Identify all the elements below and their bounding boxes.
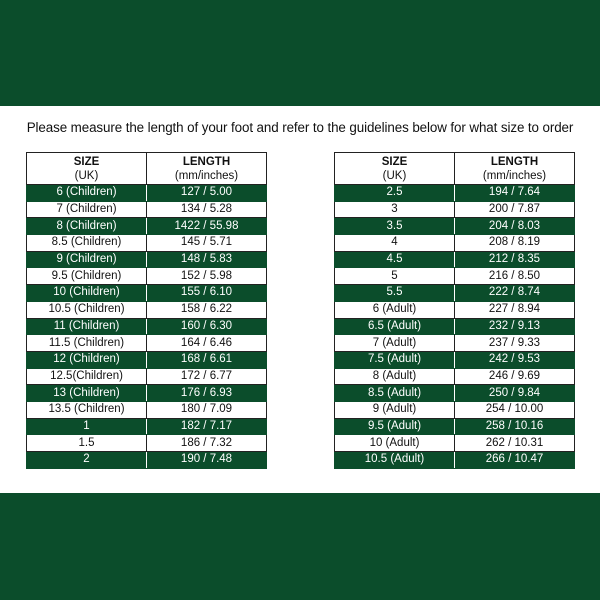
length-header-unit: (mm/inches)	[174, 169, 239, 182]
table-row	[335, 318, 575, 335]
length-cell: 176 / 6.93	[147, 385, 267, 402]
table-row	[335, 235, 575, 252]
table-row	[27, 285, 267, 302]
size-cell: 9.5 (Adult)	[335, 418, 455, 435]
table-row	[27, 218, 267, 235]
size-header-label: SIZE	[73, 155, 100, 168]
size-cell: 10 (Children)	[27, 285, 147, 302]
size-cell: 10.5 (Children)	[27, 301, 147, 318]
table-header-row	[335, 153, 575, 185]
size-cell: 4.5	[335, 251, 455, 268]
size-cell: 4	[335, 235, 455, 252]
size-cell: 11 (Children)	[27, 318, 147, 335]
length-cell: 237 / 9.33	[455, 335, 575, 352]
length-header-label: LENGTH	[182, 155, 231, 168]
length-cell: 246 / 9.69	[455, 368, 575, 385]
table-row	[27, 368, 267, 385]
size-cell: 2	[27, 452, 147, 469]
table-row	[335, 418, 575, 435]
table-row	[27, 335, 267, 352]
table-row	[335, 452, 575, 469]
size-header-label: SIZE	[381, 155, 408, 168]
length-header-label: LENGTH	[490, 155, 539, 168]
table-row	[27, 235, 267, 252]
length-cell: 168 / 6.61	[147, 351, 267, 368]
table-row	[335, 285, 575, 302]
length-cell: 145 / 5.71	[147, 235, 267, 252]
length-header-unit: (mm/inches)	[482, 169, 547, 182]
table-row	[335, 218, 575, 235]
size-cell: 13.5 (Children)	[27, 401, 147, 418]
table-row	[27, 435, 267, 452]
instruction-text: Please measure the length of your foot and refer to the guidelines below for what size to order	[26, 120, 574, 135]
size-cell: 8 (Adult)	[335, 368, 455, 385]
size-cell: 5	[335, 268, 455, 285]
size-header-unit: (UK)	[382, 169, 407, 182]
size-cell: 1.5	[27, 435, 147, 452]
table-row	[335, 185, 575, 202]
table-row	[335, 368, 575, 385]
size-cell: 6.5 (Adult)	[335, 318, 455, 335]
size-cell: 12.5(Children)	[27, 368, 147, 385]
length-cell: 127 / 5.00	[147, 185, 267, 202]
size-cell: 10 (Adult)	[335, 435, 455, 452]
table-row	[27, 351, 267, 368]
table-row	[27, 318, 267, 335]
size-cell: 8.5 (Adult)	[335, 385, 455, 402]
length-cell: 266 / 10.47	[455, 452, 575, 469]
length-cell: 152 / 5.98	[147, 268, 267, 285]
table-row	[335, 201, 575, 218]
length-column-header	[455, 153, 575, 185]
length-cell: 258 / 10.16	[455, 418, 575, 435]
size-column-header	[27, 153, 147, 185]
size-cell: 1	[27, 418, 147, 435]
table-header-row	[27, 153, 267, 185]
length-column-header	[147, 153, 267, 185]
table-row	[27, 418, 267, 435]
size-cell: 3	[335, 201, 455, 218]
table-row	[27, 401, 267, 418]
size-column-header	[335, 153, 455, 185]
size-cell: 8.5 (Children)	[27, 235, 147, 252]
length-cell: 190 / 7.48	[147, 452, 267, 469]
size-cell: 6 (Adult)	[335, 301, 455, 318]
table-row	[27, 185, 267, 202]
bottom-green-band	[0, 493, 600, 600]
size-cell: 2.5	[335, 185, 455, 202]
size-cell: 13 (Children)	[27, 385, 147, 402]
length-cell: 212 / 8.35	[455, 251, 575, 268]
size-cell: 10.5 (Adult)	[335, 452, 455, 469]
table-row	[27, 385, 267, 402]
table-row	[335, 268, 575, 285]
size-cell: 8 (Children)	[27, 218, 147, 235]
length-cell: 254 / 10.00	[455, 401, 575, 418]
table-row	[335, 301, 575, 318]
top-green-band	[0, 0, 600, 106]
size-cell: 7 (Children)	[27, 201, 147, 218]
table-row	[335, 335, 575, 352]
length-cell: 182 / 7.17	[147, 418, 267, 435]
length-cell: 172 / 6.77	[147, 368, 267, 385]
length-cell: 148 / 5.83	[147, 251, 267, 268]
size-cell: 9 (Adult)	[335, 401, 455, 418]
size-cell: 6 (Children)	[27, 185, 147, 202]
length-cell: 227 / 8.94	[455, 301, 575, 318]
size-cell: 3.5	[335, 218, 455, 235]
length-cell: 208 / 8.19	[455, 235, 575, 252]
length-cell: 222 / 8.74	[455, 285, 575, 302]
length-cell: 134 / 5.28	[147, 201, 267, 218]
size-cell: 9 (Children)	[27, 251, 147, 268]
length-cell: 250 / 9.84	[455, 385, 575, 402]
table-row	[27, 251, 267, 268]
size-header-unit: (UK)	[74, 169, 99, 182]
size-cell: 9.5 (Children)	[27, 268, 147, 285]
size-cell: 7 (Adult)	[335, 335, 455, 352]
size-cell: 12 (Children)	[27, 351, 147, 368]
table-row	[335, 351, 575, 368]
size-cell: 11.5 (Children)	[27, 335, 147, 352]
table-row	[27, 268, 267, 285]
size-cell: 5.5	[335, 285, 455, 302]
length-cell: 164 / 6.46	[147, 335, 267, 352]
length-cell: 200 / 7.87	[455, 201, 575, 218]
length-cell: 262 / 10.31	[455, 435, 575, 452]
table-row	[335, 251, 575, 268]
length-cell: 160 / 6.30	[147, 318, 267, 335]
length-cell: 216 / 8.50	[455, 268, 575, 285]
table-row	[27, 201, 267, 218]
table-row	[335, 435, 575, 452]
length-cell: 1422 / 55.98	[147, 218, 267, 235]
size-cell: 7.5 (Adult)	[335, 351, 455, 368]
table-row	[27, 452, 267, 469]
length-cell: 180 / 7.09	[147, 401, 267, 418]
length-cell: 186 / 7.32	[147, 435, 267, 452]
length-cell: 155 / 6.10	[147, 285, 267, 302]
length-cell: 204 / 8.03	[455, 218, 575, 235]
length-cell: 158 / 6.22	[147, 301, 267, 318]
length-cell: 232 / 9.13	[455, 318, 575, 335]
table-row	[27, 301, 267, 318]
length-cell: 242 / 9.53	[455, 351, 575, 368]
size-table-adult	[334, 152, 575, 469]
table-row	[335, 385, 575, 402]
length-cell: 194 / 7.64	[455, 185, 575, 202]
size-table-children	[26, 152, 267, 469]
table-row	[335, 401, 575, 418]
